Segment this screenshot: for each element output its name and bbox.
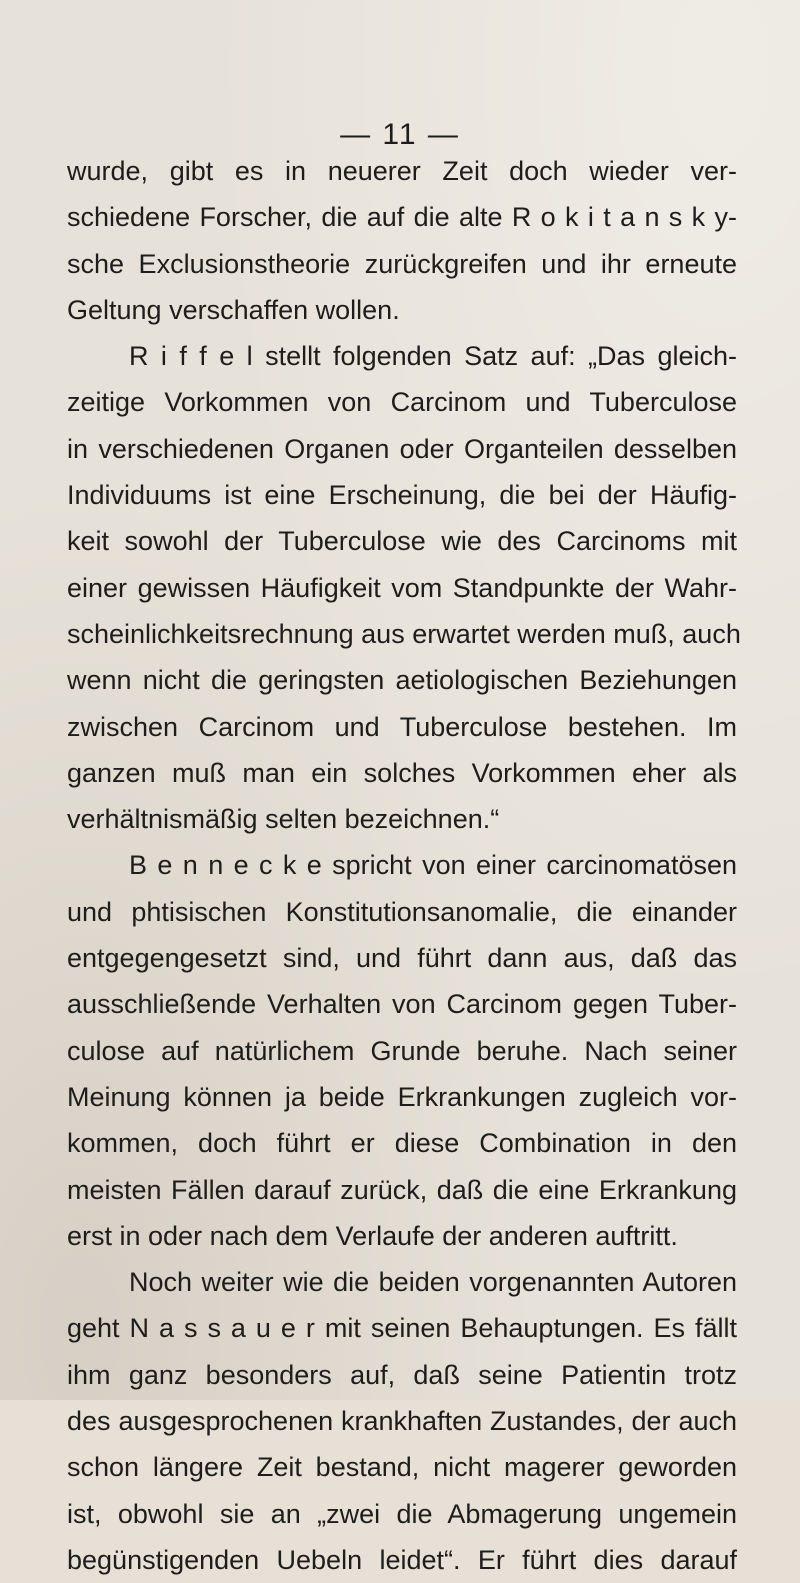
text-line: ganzen muß man ein solches Vorkommen eher als <box>67 757 737 788</box>
text-line: erst in oder nach dem Verlaufe der anderen auftritt. <box>67 1220 678 1251</box>
text-line: meisten Fällen darauf zurück, daß die eine Erkrankung <box>67 1174 737 1205</box>
text-line: in verschiedenen Organen oder Organteilen desselben <box>67 433 737 464</box>
text-line: scheinlichkeitsrechnung aus erwartet werden muß, auch <box>67 618 741 649</box>
text-line: schon längere Zeit bestand, nicht magerer geworden <box>67 1452 737 1483</box>
text-line: sche Exclusionstheorie zurückgreifen und ihr erneute <box>67 248 737 279</box>
text-line: wenn nicht die geringsten aetiologischen Beziehungen <box>67 665 737 696</box>
text-line: kommen, doch führt er diese Combination in den <box>67 1128 737 1159</box>
text-line: wurde, gibt es in neuerer Zeit doch wieder ver- <box>67 156 737 186</box>
text-line: Meinung können ja beide Erkrankungen zugleich vor- <box>67 1081 737 1112</box>
paragraph-start-line: R i f f e l stellt folgenden Satz auf: „Das gleich- <box>129 341 737 372</box>
text-line: geht N a s s a u e r mit seinen Behauptungen. Es fällt <box>67 1313 737 1344</box>
text-line: verhältnismäßig selten bezeichnen.“ <box>67 804 500 835</box>
body-text <box>67 148 741 1583</box>
text-line: schiedene Forscher, die auf die alte R o k i t a n s k y- <box>67 202 737 233</box>
text-line: einer gewissen Häufigkeit vom Standpunkte der Wahr- <box>67 572 737 603</box>
paragraph-start-line: B e n n e c k e spricht von einer carcinomatösen <box>129 850 737 881</box>
text-line: zeitige Vorkommen von Carcinom und Tuberculose <box>67 387 737 418</box>
text-line: ihm ganz besonders auf, daß seine Patientin trotz <box>67 1359 737 1390</box>
text-line: des ausgesprochenen krankhaften Zustandes, der auch <box>67 1406 737 1437</box>
text-line: Geltung verschaffen wollen. <box>67 294 400 325</box>
text-line: ausschließende Verhalten von Carcinom gegen Tuber- <box>67 989 737 1020</box>
text-line: Individuums ist eine Erscheinung, die bei der Häufig- <box>67 480 737 511</box>
text-line: begünstigenden Uebeln leidet“. Er führt dies darauf <box>67 1544 737 1575</box>
page-number: — 11 — <box>340 118 460 151</box>
text-line: und phtisischen Konstitutionsanomalie, die einander <box>67 896 737 927</box>
text-line: ist, obwohl sie an „zwei die Abmagerung ungemein <box>67 1498 737 1529</box>
text-line: entgegengesetzt sind, und führt dann aus, daß das <box>67 943 737 974</box>
text-line: keit sowohl der Tuberculose wie des Carcinoms mit <box>67 526 737 557</box>
text-line: zwischen Carcinom und Tuberculose bestehen. Im <box>67 711 737 742</box>
text-line: culose auf natürlichem Grunde beruhe. Nach seiner <box>67 1035 737 1066</box>
paragraph-start-line: Noch weiter wie die beiden vorgenannten Autoren <box>129 1267 737 1298</box>
